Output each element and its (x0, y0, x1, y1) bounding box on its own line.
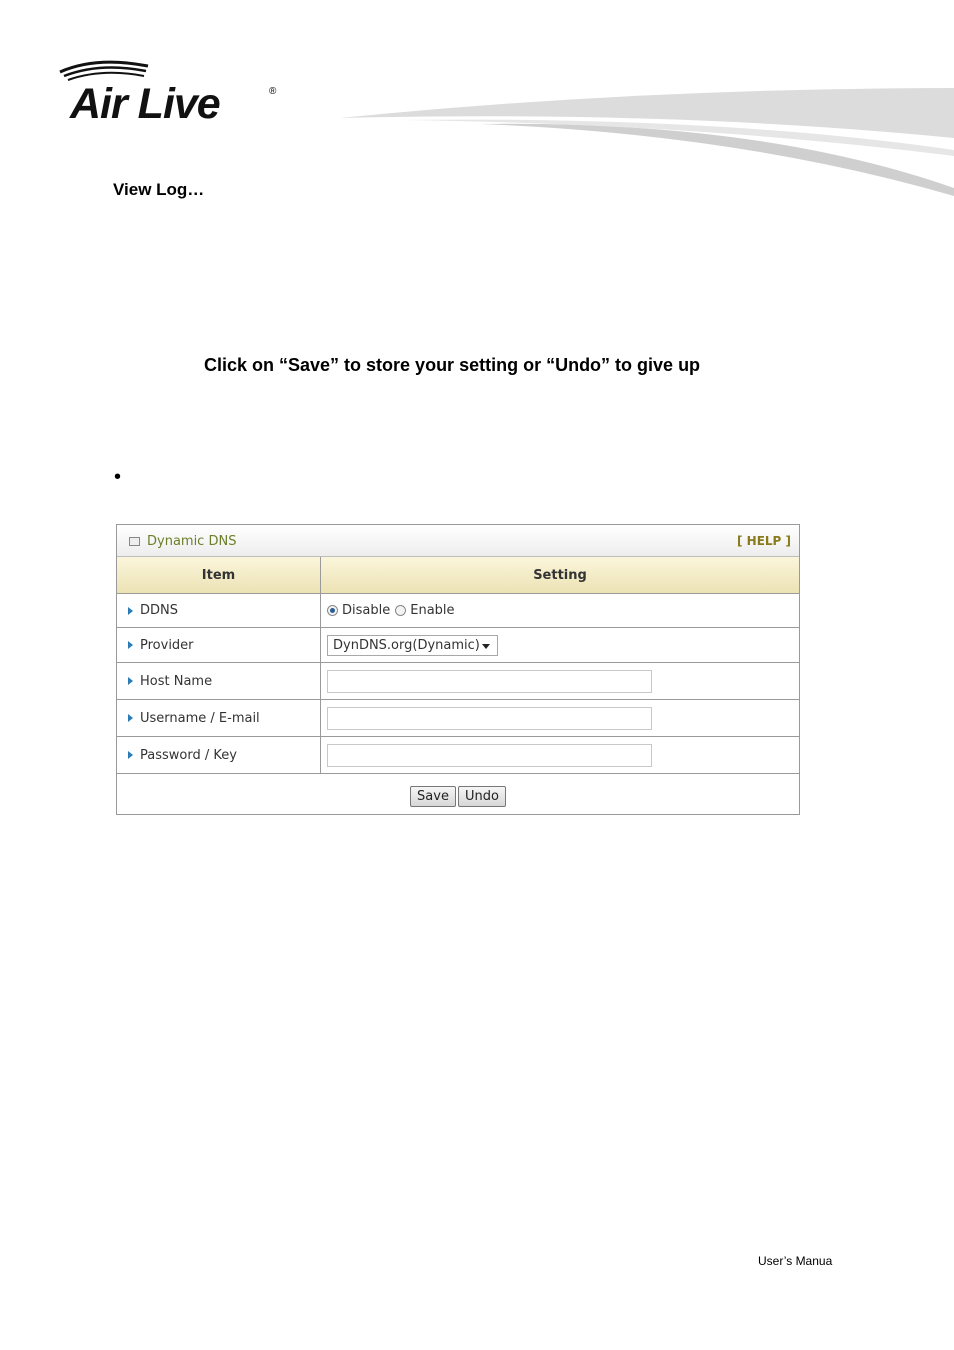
username-label: Username / E-mail (140, 710, 260, 726)
ddns-label: DDNS (140, 603, 178, 618)
password-label: Password / Key (140, 747, 237, 763)
undo-button[interactable]: Undo (458, 786, 506, 807)
dynamic-dns-panel (116, 524, 800, 815)
row-label-cell (117, 663, 321, 699)
row-label-cell (117, 594, 321, 627)
column-header-item: Item (117, 557, 321, 593)
header-decoration-swoosh (340, 80, 954, 200)
provider-label: Provider (140, 637, 194, 653)
help-link[interactable]: [ HELP ] (736, 534, 791, 548)
section-heading: View Log… (113, 180, 205, 199)
panel-header (117, 525, 799, 557)
arrow-right-icon (128, 607, 133, 615)
ddns-setting-cell (321, 594, 799, 627)
ddns-disable-radio[interactable] (327, 605, 338, 616)
panel-title: Dynamic DNS (147, 534, 237, 549)
username-setting-cell (321, 700, 799, 736)
provider-setting-cell (321, 628, 799, 662)
provider-selected-value: DynDNS.org(Dynamic) (333, 637, 480, 653)
host-name-setting-cell (321, 663, 799, 699)
table-row-host-name (117, 663, 799, 700)
arrow-right-icon (128, 751, 133, 759)
ddns-enable-label: Enable (410, 603, 455, 618)
row-label-cell (117, 700, 321, 736)
table-row-username (117, 700, 799, 737)
password-setting-cell (321, 737, 799, 773)
save-button[interactable]: Save (410, 786, 456, 807)
arrow-right-icon (128, 714, 133, 722)
table-row-ddns (117, 594, 799, 628)
table-row-provider (117, 628, 799, 663)
row-label-cell (117, 628, 321, 662)
button-row (117, 774, 799, 818)
row-label-cell (117, 737, 321, 773)
chevron-down-icon (482, 644, 490, 649)
password-input[interactable] (327, 744, 652, 767)
bullet-point: • (114, 466, 122, 488)
username-input[interactable] (327, 707, 652, 730)
ddns-enable-radio[interactable] (395, 605, 406, 616)
column-header-setting: Setting (533, 567, 587, 583)
window-icon (129, 537, 140, 546)
footer-text: User’s Manua (758, 1254, 833, 1268)
provider-select[interactable] (327, 635, 498, 656)
table-row-password (117, 737, 799, 774)
airlive-logo (56, 58, 286, 128)
instruction-text: Click on “Save” to store your setting or “Undo” to give up (204, 355, 701, 375)
ddns-disable-label: Disable (342, 603, 391, 618)
table-header-row (117, 557, 799, 594)
logo-wordmark: Air Live (70, 80, 220, 128)
host-name-input[interactable] (327, 670, 652, 693)
registered-mark: ® (269, 86, 277, 97)
host-name-label: Host Name (140, 673, 213, 689)
arrow-right-icon (128, 641, 133, 649)
arrow-right-icon (128, 677, 133, 685)
